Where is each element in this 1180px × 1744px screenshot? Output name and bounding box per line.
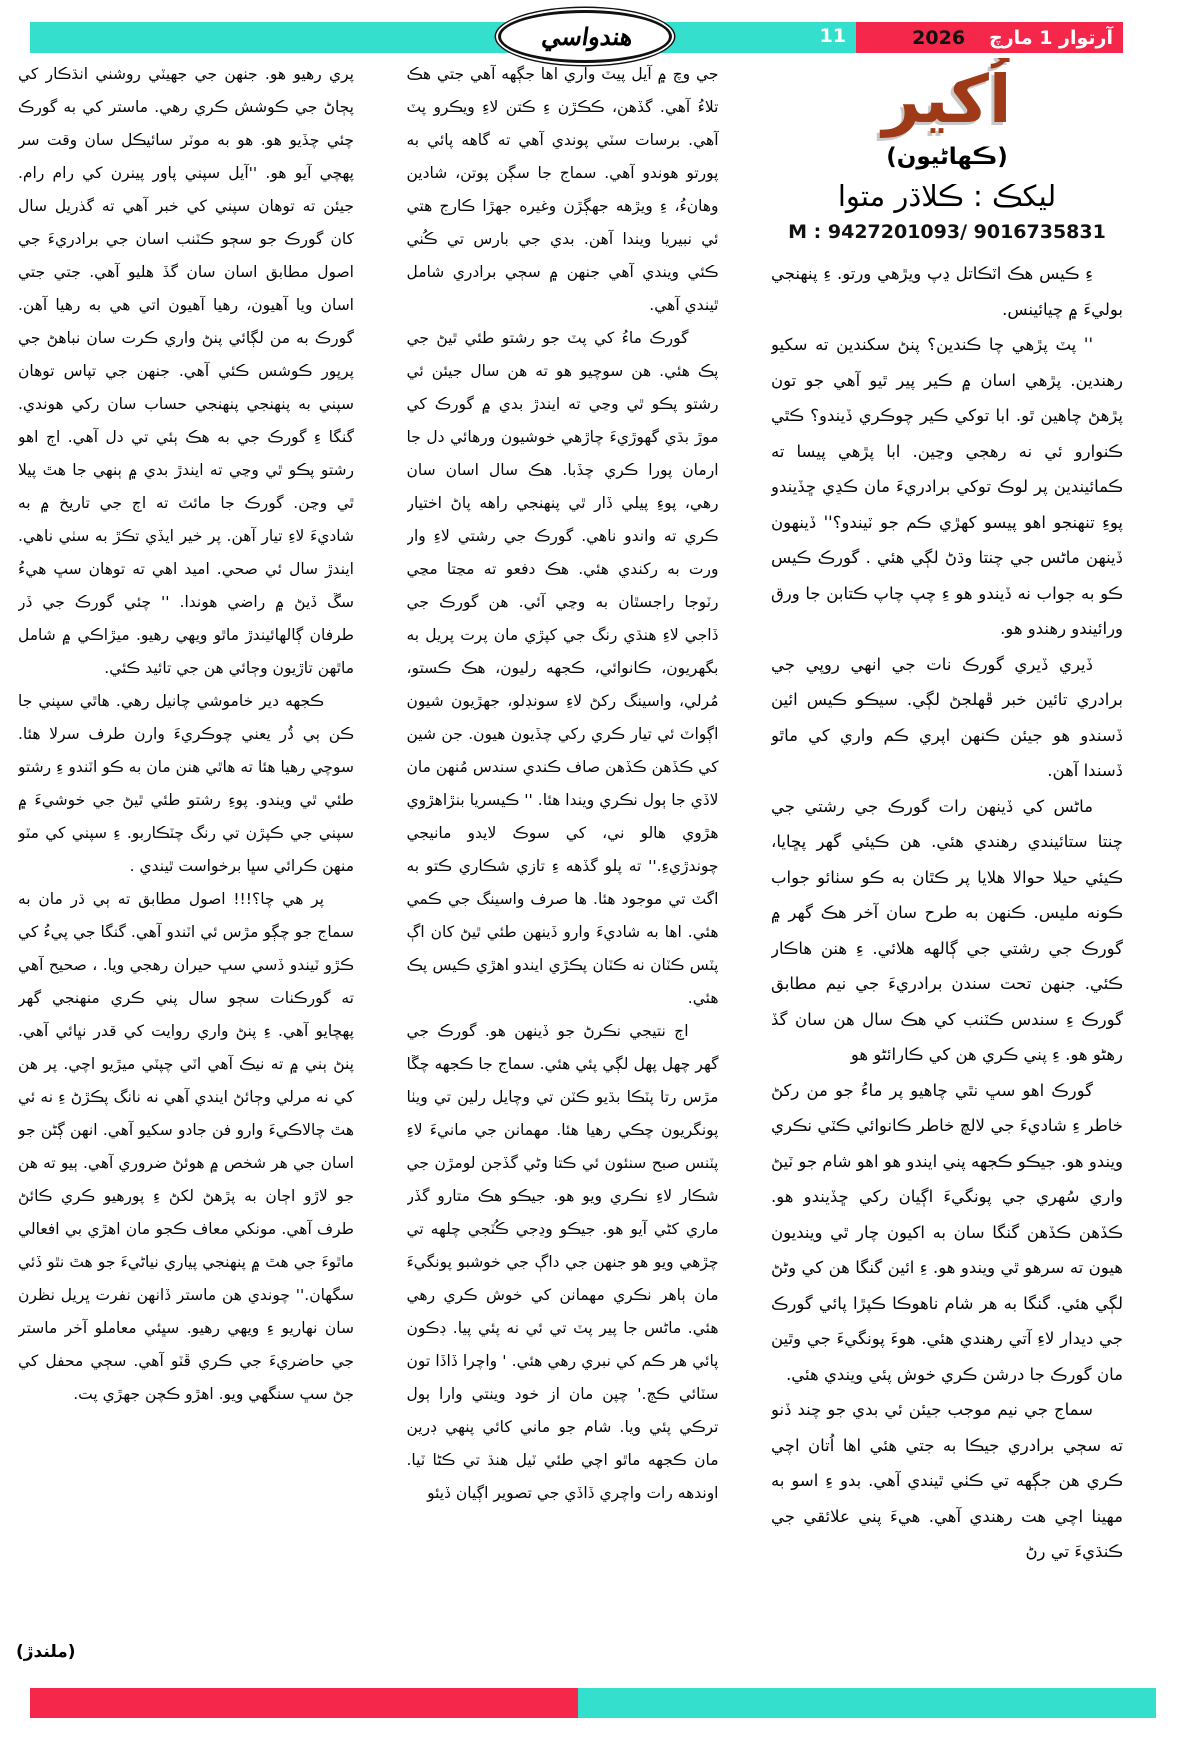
- paragraph: گورڪ ماءُ کي پٽ جو رشتو طئي ٿيڻ جي پڪ هئي. هن سوچيو هو ته هن سال جيئن ئي رشتو پڪو ٿي وڃي ته ايندڙ بدي ۾ گورڪ کي موڙ بڌي گهوڙيءَ چاڙهي خوشيون ورهائي دل جا ارمان پورا ڪري چڏبا. هڪ سال اسان سان رهي، پوءِ پيلي ڏار ٿي پنهنجي راهه پاڻ اختيار ڪري ته واندو ناهي. گورڪ جي رشتي لاءِ وار ورت به رکندي هئي. هڪ دفعو ته مڃتا مڃي رٽوجا راجسٿان به وڃي آئي. هن گورڪ جي ڏاجي لاءِ هنڌي رنگ جي کپڙي مان پرت پريل به بگهريون، ڪانوائي، ڪجهه رليون، هڪ ڪستو، مُرلي، واسينگ رکڻ لاءِ سونڊلو، جهڙيون شيون اڳواٽ ئي تيار ڪري رکي چڏيون هيون. جن شين کي ڪڏهن ڪڏهن صاف ڪندي سندس مُنهن مان لاڏي جا ٻول نڪري ويندا هئا. '' ڪيسريا بنڙاهڙوي هڙوي هالو ني، کي سوڪ لايدو مانيجي چوندڙيءِ.'' ته پلو گڏهه ءِ تازي شڪاري ڪتو به اگٽ تي موجود هئا. ها صرف واسينگ جي ڪمي هئي. اها به شاديءَ وارو ڏينهن طئي ٿيڻ کان اڳ پٽس ڪٽان نه ڪٽان پڪڙي ايندو اهڙي ڪيس پڪ هئي.: [406, 329, 719, 1007]
- footer-teal-bar: [578, 1688, 1156, 1718]
- masthead-year: 2026: [912, 26, 966, 49]
- footer-red-bar: [30, 1688, 578, 1718]
- column-left-text: [18, 58, 354, 1411]
- paragraph: اڄ نتيجي نڪرڻ جو ڏينهن هو. گورڪ جي گهر چهل پهل لڳي پئي هئي. سماج جا ڪجهه چڱا مڙس رتا پٽڪا بڌيو ڪٽن تي وچايل رلين تي ويٺا پونگريون چڪي رهيا هئا. مهمانن جي مانيءَ لاءِ پٽنس صبح سنئون ئي ڪتا وڻي گڏجن لومڙن جي شڪار لاءِ نڪري ويو هو. جيڪو هڪ متارو گڏر ماري کڻي آيو هو. جيڪو وڍجي ڪُٽجي چلهه تي چڙهي ويو هو جنهن جي داڳ جي خوشبو پونگيءَ مان ٻاهر نڪري مهمانن کي خوش ڪري رهي هئي. ماڻس جا پير پٽ تي ئي نه پئي پيا. ڊڪون پائي هر ڪم کي نبري رهي هئي. ' واچرا ڏاڏا تون سٽائي ڪڄ.' چپن مان از خود وينتي وارا ٻول ترڪي پئي ويا. شام جو ماني کائي پنهي ڊرين مان ڪجهه ماٿو اچي طئي ٽيل هنڌ تي ڪڻا ٽيا. اوندهه رات واچري ڏاڏي جي تصوير اڳيان ڏيئو: [406, 1022, 719, 1502]
- column-left: [18, 58, 354, 1654]
- paragraph: پر هي چا؟!!! اصول مطابق ته ٻي ڌر مان به سماج جو چڳو مڙس ئي اٽندو آهي. گنگا جي پيءُ کي ڪڙو ٽيندو ڏسي سڀ حيران رهجي ويا. ، صحيح آهي ته گورڪنات سڄو سال پني ڪري منهنجي گهر پهچايو آهي. ءِ پنڻ واري روايت کي قدر نڀائي آهي. پنڻ ٻني ۾ ته نيڪ آهي اٽي چپٽي ميڙيو اچي. پر هن کي نه مرلي وڄائڻ ايندي آهي نه نانگ پڪڙڻ ءِ نه ئي هٿ چالاڪيءَ وارو فن جادو سکيو آهي. انهن ڳڻن جو اسان جي هر شخص ۾ هوئڻ ضروري آهي. ٻيو ته هن جو لاڙو اڄان به پڙهڻ لکڻ ءِ پورهيو ڪري ڪائڻ طرف آهي. مونکي معاف ڪجو مان اهڙي بي افعالي ماٿوءَ جي هٿ ۾ پنهنجي پياري نياڻيءَ جو هٿ نٿو ڏئي سگهان.'' چوندي هن ماستر ڏانهن نفرت ڀريل نظرن سان نهاريو ءِ ويهي رهيو. سڀئي معاملو آخر ماستر جي حاضريءَ جي ڪري ڦٽو آهي. سڄي محفل کي جڻ سڀ سنگهي ويو. اهڙو ڪچن جهڙي پت.: [18, 890, 354, 1403]
- paragraph: '' پٽ پڙهي چا ڪندين؟ پنڻ سکندين ته سکيو رهندين. پڙهي اسان ۾ ڪير پير ٿيو آهي جو تون پڙهڻ چاهين ٿو. ابا توکي ڪير چوڪري ڏيندو؟ ڪٿي ڪنوارو ئي نه رهجي وڃين. ابا پڙهي پيسا ته ڪمائيندين پر لوڪ توکي برادريءَ مان ڪڍي ڇڏيندو پوءِ تنهنجو اهو پيسو کهڙي ڪم جو ٽيندو؟'' ڏينهون ڏينهن ماڻس جي چنتا وڌڻ لڳي هئي . گورڪ ڪيس ڪو به جواب نه ڏيندو هو ءِ چپ چاپ ڪتابن جا ورق ورائيندو رهندو هو.: [771, 335, 1123, 638]
- paragraph: سماج جي نيم موجب جيئن ئي بدي جو چند ڏنو ته سڄي برادري جيڪا به جتي هئي اها اُتان اچي ڪري هن جڳهه تي ڪٺي ٿيندي آهي. بدو ءِ اسو به مهينا اچي هت رهندي آهي. هيءَ پني علائقي جي ڪنڌيءَ تي رڻ: [771, 1400, 1123, 1561]
- paragraph: ڪجهه دير خاموشي چانيل رهي. هاٿي سپني جا ڪن ٻي ڌُر يعني چوڪريءَ وارن طرف سرلا هئا. سوچي رهيا هئا ته هاٿي هنن مان به ڪو اٽندو ءِ رشتو طئي ٿي ويندو. پوءِ رشتو طئي ٿيڻ جي خوشيءَ ۾ سپني جي ڪپڙن تي رنگ چٽڪاربو. ءِ سپني کي مٽو منهن ڪرائي سڀا برخواست ٿيندي .: [18, 692, 354, 875]
- column-right: [771, 58, 1123, 1654]
- newspaper-logo: [498, 10, 672, 63]
- paragraph: ماڻس کي ڏينهن رات گورڪ جي رشتي جي چنتا ستائيندي رهندي هئي. هن ڪيئي گهر پڇايا، ڪيئي حيلا حوالا هلايا پر ڪٿان به ڪو سٺائو جواب ڪونه مليس. ڪنهن به طرح سان آخر هڪ گهر ۾ گورڪ جي رشتي جي ڳالهه هلائي. ءِ هنن هاڪار ڪئي. جنهن تحت سندن برادريءَ جي نيم مطابق گورڪ ءِ سندس ڪٽنب کي هڪ سال هن سان گڏ رهڻو هو. ءِ پني ڪري هن کي ڪارائڻو هو: [771, 796, 1123, 1064]
- article-body: [0, 58, 1180, 1654]
- masthead: [0, 0, 1180, 60]
- paragraph: ءِ ڪيس هڪ اٽڪاتل ڍپ ويڙهي ورتو. ءِ پنهنجي بوليءَ ۾ چيائينس.: [771, 264, 1123, 319]
- masthead-teal-bar: [30, 22, 856, 53]
- masthead-date-bar: [856, 22, 1123, 53]
- newspaper-logo-text: هندواسي: [538, 22, 632, 51]
- article-header: [771, 58, 1123, 256]
- article-byline: ليکڪ : ڪلاڌر متوا: [837, 179, 1057, 213]
- paragraph: ڏيري ڏيري گورڪ نات جي انهي روپي جي برادري تائين خبر ڦهلجڻ لڳي. سيڪو ڪيس ائين ڏسندو هو جيئن ڪنهن اپري ڪم واري کي ماٿو ڏسندا آهن.: [771, 654, 1123, 780]
- column-right-text: [771, 256, 1123, 1570]
- paragraph: پري رهيو هو. جنهن جي جهيٽي روشني انڌڪار کي پڄاڻ جي ڪوشش ڪري رهي. ماستر کي به گورڪ چئي چڏيو هو. هو به موٽر سائيڪل سان وقت سر پهچي آيو هو. ''آيل سپني پاور پينرن کي رام رام. جيئن ته توهان سپني کي خبر آهي ته گذريل سال کان گورڪ جو سڄو ڪٽنب اسان جي برادريءَ جي اصول مطابق اسان سان گڏ هليو آهي. جتي جتي اسان ويا آهيون، رهيا آهيون اتي هي به رهيا آهن. گورڪ به من لڳائي پنڻ واري ڪرت سان نباهڻ جي پرپور ڪوشس ڪئي آهي. جنهن جي تپاس توهان سپني به پنهنجي پنهنجي حساب سان رکي هوندي. گنگا ءِ گورڪ جي به هڪ ٻئي تي دل آهي. اڄ اهو رشتو پڪو ٿي وڃي ته ايندڙ بدي ۾ ٻنهي جا هٿ پيلا ٿي وڃن. گورڪ جا مائٽ ته اڄ جي تاريخ ۾ به شاديءَ لاءِ تيار آهن. پر خير ايڏي تڪڙ به سٺي ناهي. ايندڙ سال ئي صحي. اميد اهي ته توهان سڀ هيءُ سڱ ڏيڻ ۾ راضي هوندا. '' چئي گورڪ جي ڏر طرفان ڳالهائيندڙ ماٿو ويهي رهيو. ميڙاڪي ۾ شامل ماٿهن تاڙيون وڄائي هن جي تائيد ڪئي.: [18, 65, 354, 677]
- article-phone: M : 9427201093/ 9016735831: [788, 221, 1106, 243]
- paragraph: گورڪ اهو سڀ نٿي چاهيو پر ماءُ جو من رکڻ خاطر ءِ شاديءَ جي لالچ خاطر ڪانوائي ڪٽي نڪري ويندو هو. جيڪو ڪجهه پني ايندو هو اهو شام جو ٽيڻ واري سُهري جي پونگيءَ اڳيان رکي ڇڏيندو هو. ڪڏهن ڪڏهن گنگا سان به اکيون چار ٿي وينديون هيون ته سرهو ٿي ويندو هو. ءِ ائين گنگا هن کي وڻڻ لڳي هئي. گنگا به هر شام ناهوڪا ڪپڙا پائي گورڪ جي ديدار لاءِ آتي رهندي هئي. هوءَ پونگيءَ جي وٿين مان گورڪ جا درشن ڪري خوش پئي ويندي هئي.: [771, 1080, 1123, 1384]
- paragraph: جي وچ ۾ آيل پيٽ واري اها جڳهه آهي جتي هڪ تلاءُ آهي. گڏهن، ڪڪڙن ءِ ڪتن لاءِ ويڪرو پٽ آهي. برسات سٽي پوندي آهي ته گاهه پائي به پورتو هوندو آهي. سماج جا سڳن پوتن، شادين وهانءُ، ءِ ويڙهه جهڳڙن وغيره جهڙا ڪارج هتي ئي نبيريا ويندا آهن. بدي جي بارس تي ڪُني ڪئي ويندي آهي جنهن ۾ سڄي برادري شامل ٿيندي آهي.: [406, 65, 719, 314]
- page-number: 11: [819, 25, 846, 47]
- column-middle-text: [407, 58, 719, 1510]
- masthead-date: آرتوار 1 مارچ: [989, 26, 1113, 49]
- continuation-mark: (ملندڙ): [16, 1642, 76, 1662]
- article-title: اُکير: [882, 61, 1012, 138]
- article-subtitle: (ڪهاڻيون): [886, 144, 1008, 170]
- column-middle: [407, 58, 719, 1654]
